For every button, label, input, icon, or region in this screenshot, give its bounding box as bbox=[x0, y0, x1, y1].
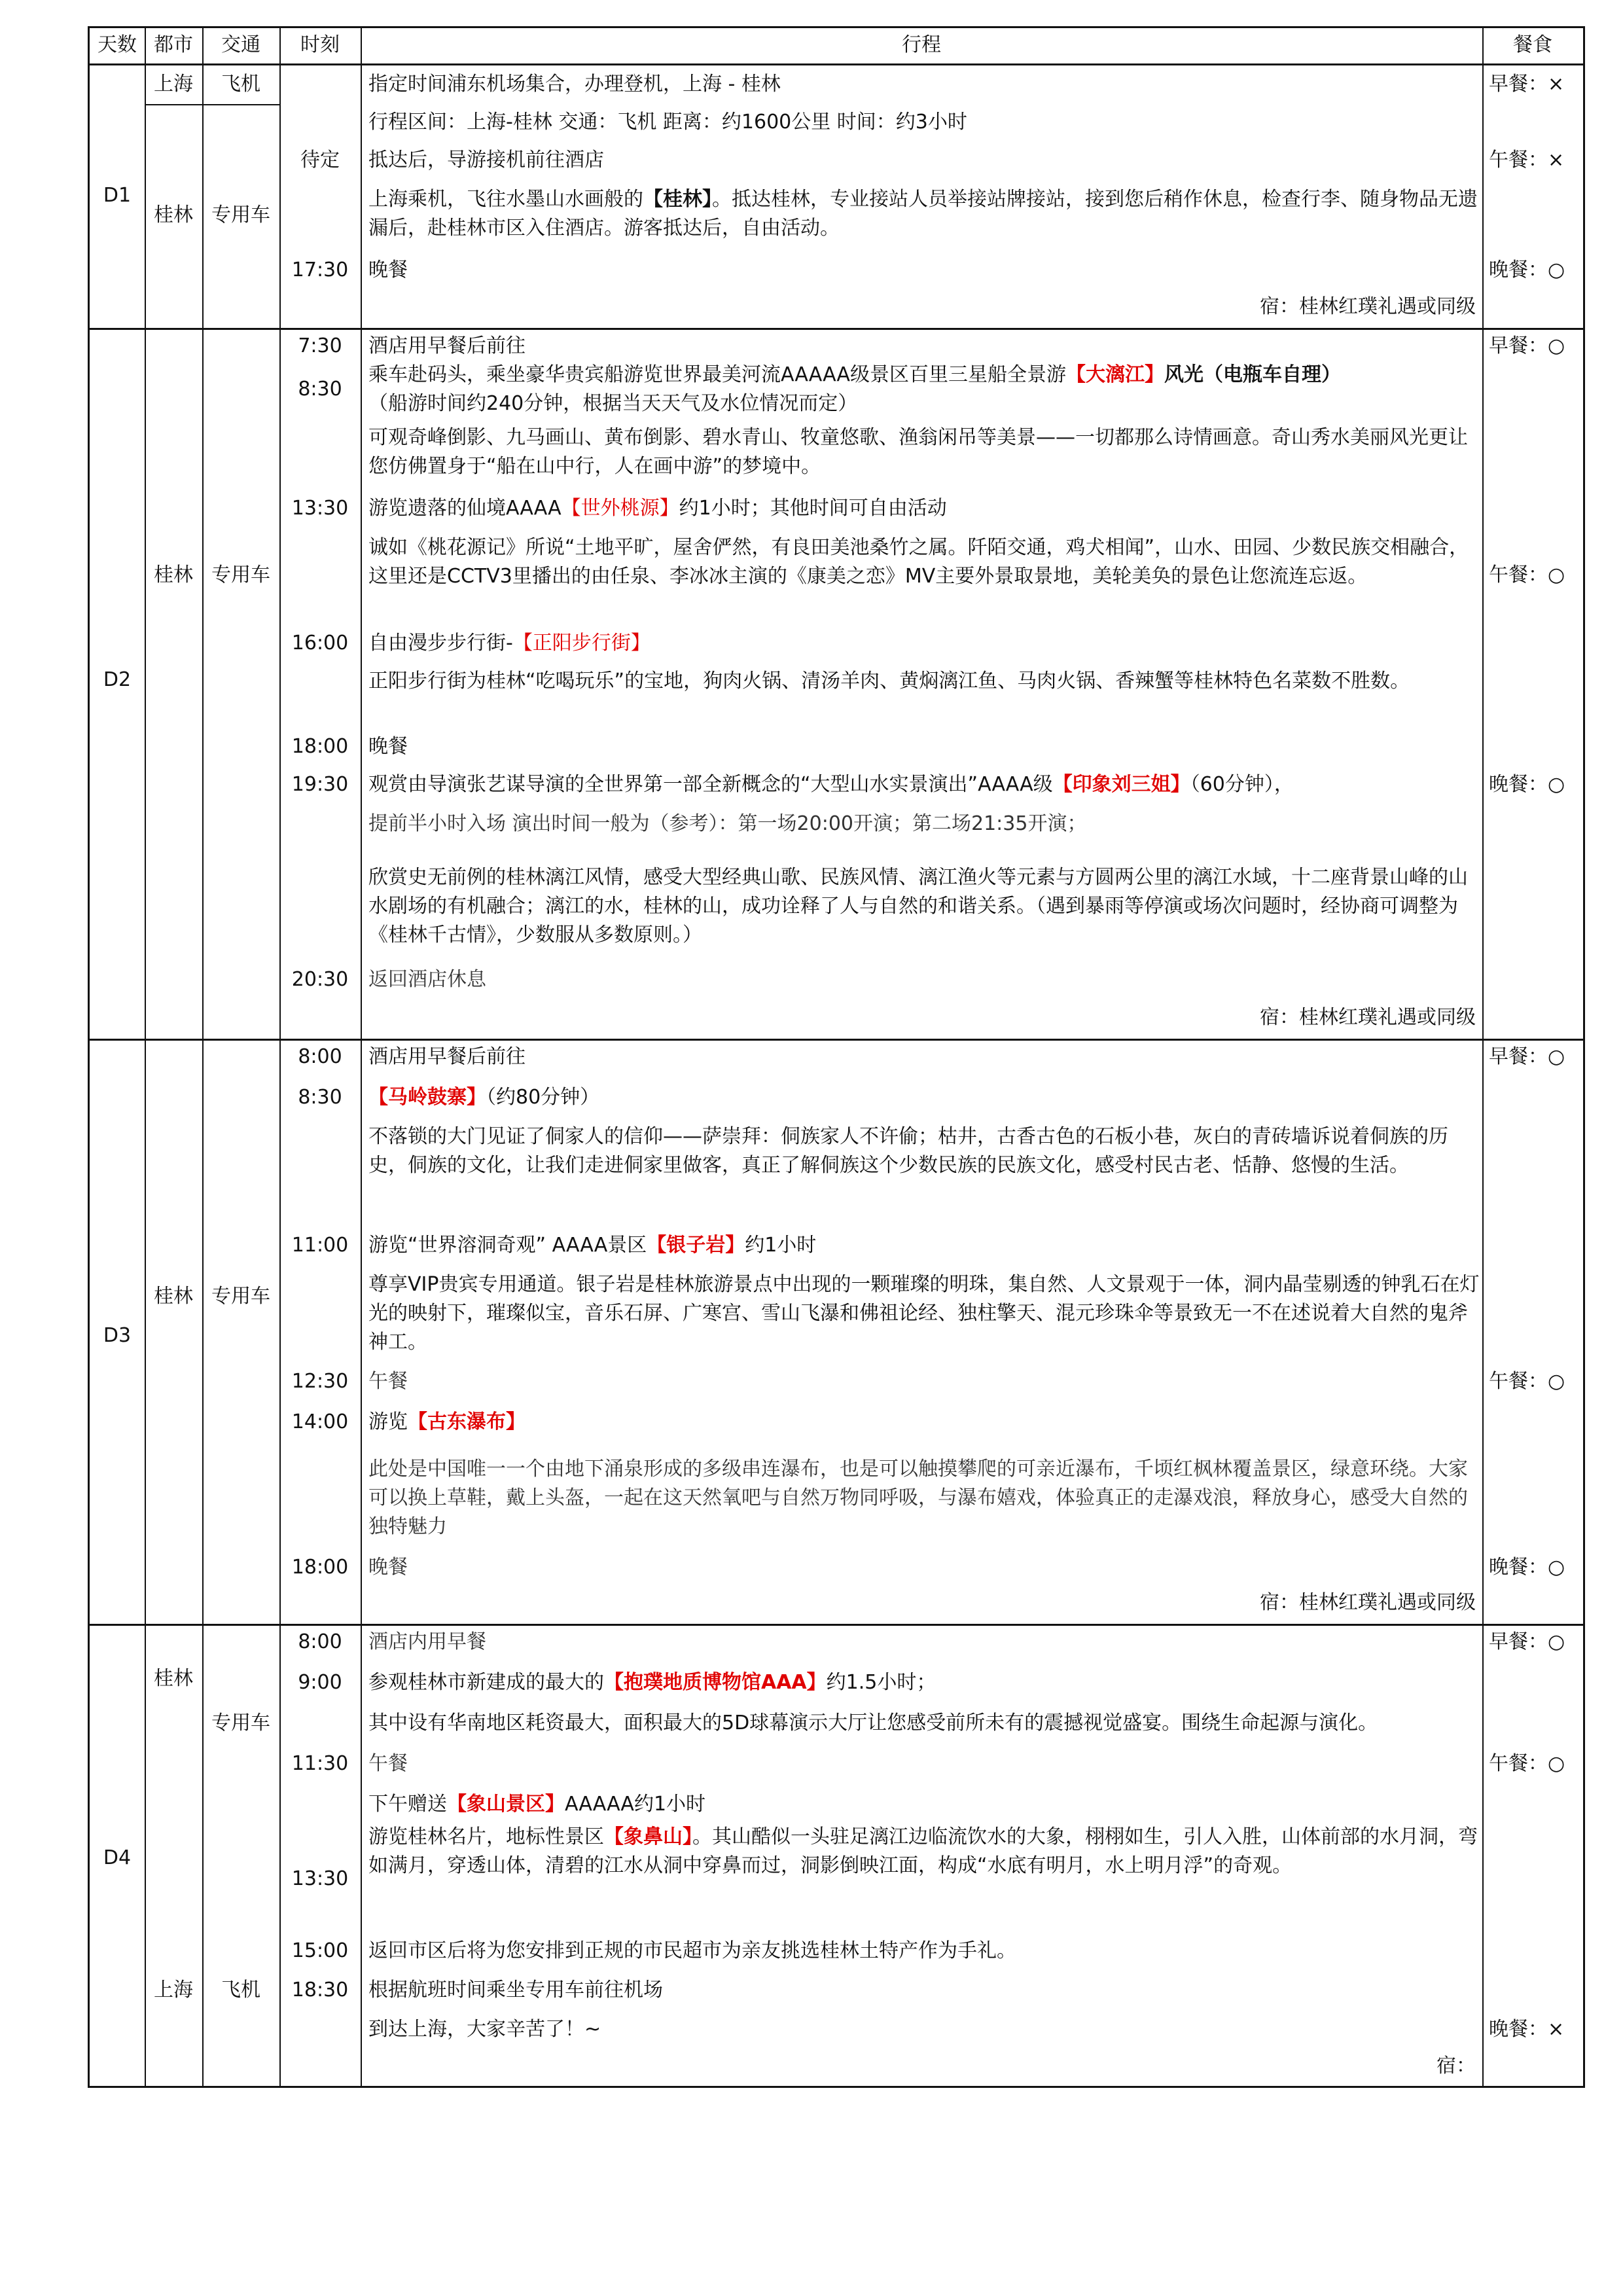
stay-line: 宿：桂林红璞礼遇或同级 bbox=[1260, 1006, 1476, 1029]
stay-line: 宿：桂林红璞礼遇或同级 bbox=[1260, 295, 1476, 318]
lunch-line: 午餐 bbox=[368, 1752, 408, 1775]
time-cell: 17:30 bbox=[291, 259, 349, 281]
meal-lunch: 午餐：○ bbox=[1489, 1370, 1565, 1393]
meal-dinner: 晚餐：○ bbox=[1489, 1556, 1565, 1579]
header-city: 都市 bbox=[154, 33, 193, 56]
col-divider bbox=[145, 28, 146, 2086]
time-cell: 15:00 bbox=[291, 1939, 349, 1962]
itinerary-paragraph: 诚如《桃花源记》所说“土地平旷，屋舍俨然，有良田美池桑竹之属。阡陌交通，鸡犬相闻”，山水、田园、少数民族交相融合，这里还是CCTV3里播出的由任泉、李冰冰主演的《康美之恋》MV主要外景取景地，美轮美奂的景色让您流连忘返。 bbox=[368, 536, 1469, 588]
time-cell: 待定 bbox=[300, 149, 340, 171]
day-label: D4 bbox=[103, 1846, 132, 1869]
time-cell: 20:30 bbox=[291, 968, 349, 991]
stay-line: 宿： bbox=[1436, 2054, 1476, 2077]
time-cell: 18:30 bbox=[291, 1979, 349, 2001]
transport-cell: 飞机 bbox=[221, 1979, 260, 2001]
city-cell: 桂林 bbox=[154, 1667, 193, 1690]
time-cell: 18:00 bbox=[291, 735, 349, 758]
time-cell: 11:30 bbox=[291, 1752, 349, 1775]
time-cell: 13:30 bbox=[291, 497, 349, 520]
itinerary-line: 其中设有华南地区耗资最大，面积最大的5D球幕演示大厅让您感受前所未有的震撼视觉盛宴。围绕生命起源与演化。 bbox=[368, 1712, 1378, 1734]
itinerary-paragraph: 正阳步行街为桂林“吃喝玩乐”的宝地，狗肉火锅、清汤羊肉、黄焖漓江鱼、马肉火锅、香辣蟹等桂林特色名菜数不胜数。 bbox=[368, 670, 1410, 692]
time-cell: 14:00 bbox=[291, 1410, 349, 1433]
header-itinerary: 行程 bbox=[902, 33, 941, 56]
itinerary-line: 游览“世界溶洞奇观” AAAA景区【银子岩】约1小时 bbox=[368, 1234, 817, 1257]
transport-cell: 飞机 bbox=[221, 73, 260, 96]
itinerary-table bbox=[88, 26, 1585, 2088]
cell-divider bbox=[145, 104, 279, 105]
time-cell: 13:30 bbox=[291, 1867, 349, 1890]
itinerary-line: 酒店内用早餐 bbox=[368, 1630, 486, 1653]
itinerary-line: 自由漫步步行街-【正阳步行街】 bbox=[368, 632, 651, 655]
itinerary-line: （船游时间约240分钟，根据当天天气及水位情况而定） bbox=[368, 392, 858, 415]
meal-breakfast: 早餐：○ bbox=[1489, 1045, 1565, 1068]
itinerary-line: 提前半小时入场 演出时间一般为（参考）：第一场20:00开演；第二场21:35开演； bbox=[368, 812, 1087, 835]
itinerary-line: 观赏由导演张艺谋导演的全世界第一部全新概念的“大型山水实景演出”AAAA级【印象刘三姐】（60分钟）， bbox=[368, 773, 1294, 796]
header-meals: 餐食 bbox=[1513, 33, 1552, 56]
itinerary-line: 游览【古东瀑布】 bbox=[368, 1410, 526, 1433]
time-cell: 19:30 bbox=[291, 773, 349, 796]
itinerary-line: 下午赠送【象山景区】AAAAA约1小时 bbox=[368, 1793, 706, 1816]
time-cell: 11:00 bbox=[291, 1234, 349, 1257]
itinerary-line: 酒店用早餐后前往 bbox=[368, 334, 526, 357]
itinerary-line: 行程区间：上海-桂林 交通：飞机 距离：约1600公里 时间：约3小时 bbox=[368, 111, 967, 134]
itinerary-line: 抵达后，导游接机前往酒店 bbox=[368, 149, 604, 171]
itinerary-paragraph: 上海乘机，飞往水墨山水画般的【桂林】。抵达桂林，专业接站人员举接站牌接站，接到您后稍作休息，检查行李、随身物品无遗漏后，赴桂林市区入住酒店。游客抵达后，自由活动。 bbox=[368, 188, 1478, 240]
time-cell: 16:00 bbox=[291, 632, 349, 655]
itinerary-line: 指定时间浦东机场集合，办理登机，上海 - 桂林 bbox=[368, 73, 781, 96]
col-divider bbox=[202, 28, 204, 2086]
meal-lunch: 午餐：○ bbox=[1489, 564, 1565, 586]
meal-lunch: 午餐：× bbox=[1489, 149, 1565, 171]
itinerary-paragraph: 可观奇峰倒影、九马画山、黄布倒影、碧水青山、牧童悠歌、渔翁闲吊等美景——一切都那么诗情画意。奇山秀水美丽风光更让您仿佛置身于“船在山中行，人在画中游”的梦境中。 bbox=[368, 426, 1468, 478]
itinerary-paragraph: 游览桂林名片，地标性景区【象鼻山】。其山酷似一头驻足漓江边临流饮水的大象，栩栩如生，引人入胜，山体前部的水月洞，弯如满月，穿透山体，清碧的江水从洞中穿鼻而过，洞影倒映江面，构成“水底有明月，水上明月浮”的奇观。 bbox=[368, 1825, 1478, 1877]
day-label: D2 bbox=[103, 668, 132, 691]
col-divider bbox=[1482, 28, 1484, 2086]
transport-cell: 专用车 bbox=[211, 1285, 270, 1308]
itinerary-line: 游览遗落的仙境AAAA【世外桃源】约1小时；其他时间可自由活动 bbox=[368, 497, 947, 520]
city-cell: 桂林 bbox=[154, 204, 193, 226]
time-cell: 18:00 bbox=[291, 1556, 349, 1579]
time-cell: 8:00 bbox=[298, 1630, 342, 1653]
time-cell: 8:00 bbox=[298, 1045, 342, 1068]
time-cell: 12:30 bbox=[291, 1370, 349, 1393]
itinerary-line: 乘车赴码头，乘坐豪华贵宾船游览世界最美河流AAAAA级景区百里三星船全景游【大漓江】风光（电瓶车自理） bbox=[368, 363, 1341, 386]
meal-dinner: 晚餐：○ bbox=[1489, 773, 1565, 796]
transport-cell: 专用车 bbox=[211, 1712, 270, 1734]
itinerary-line: 根据航班时间乘坐专用车前往机场 bbox=[368, 1979, 663, 2001]
header-days: 天数 bbox=[98, 33, 137, 56]
meal-breakfast: 早餐：○ bbox=[1489, 334, 1565, 357]
time-cell: 7:30 bbox=[298, 334, 342, 357]
meal-breakfast: 早餐：○ bbox=[1489, 1630, 1565, 1653]
header-time: 时刻 bbox=[300, 33, 340, 56]
transport-cell: 专用车 bbox=[211, 564, 270, 586]
city-cell: 上海 bbox=[154, 73, 193, 96]
city-cell: 上海 bbox=[154, 1979, 193, 2001]
stay-line: 宿：桂林红璞礼遇或同级 bbox=[1260, 1591, 1476, 1614]
day-label: D1 bbox=[103, 184, 132, 207]
itinerary-paragraph: 欣赏史无前例的桂林漓江风情，感受大型经典山歌、民族风情、漓江渔火等元素与方圆两公里的漓江水域，十二座背景山峰的山水剧场的有机融合；漓江的水，桂林的山，成功诠释了人与自然的和谐关系。（遇到暴雨等停演或场次问题时，经协商可调整为《桂林千古情》，少数服从多数原则。） bbox=[368, 866, 1468, 946]
day-divider bbox=[90, 1624, 1583, 1626]
meal-dinner: 晚餐：× bbox=[1489, 2018, 1565, 2041]
dinner-line: 晚餐 bbox=[368, 1556, 408, 1579]
itinerary-paragraph: 不落锁的大门见证了侗家人的信仰——萨崇拜：侗族家人不许偷；枯井，古香古色的石板小巷，灰白的青砖墙诉说着侗族的历史，侗族的文化，让我们走进侗家里做客，真正了解侗族这个少数民族的民族文化，感受村民古老、恬静、悠慢的生活。 bbox=[368, 1125, 1448, 1177]
city-cell: 桂林 bbox=[154, 1285, 193, 1308]
city-cell: 桂林 bbox=[154, 564, 193, 586]
itinerary-line: 返回市区后将为您安排到正规的市民超市为亲友挑选桂林土特产作为手礼。 bbox=[368, 1939, 1016, 1962]
itinerary-line: 返回酒店休息 bbox=[368, 968, 486, 991]
dinner-line: 晚餐 bbox=[368, 735, 408, 758]
header-transport: 交通 bbox=[221, 33, 260, 56]
itinerary-line: 酒店用早餐后前往 bbox=[368, 1045, 526, 1068]
meal-lunch: 午餐：○ bbox=[1489, 1752, 1565, 1775]
lunch-line: 午餐 bbox=[368, 1370, 408, 1393]
time-cell: 8:30 bbox=[298, 1086, 342, 1109]
day-divider bbox=[90, 328, 1583, 330]
itinerary-line: 到达上海，大家辛苦了！~ bbox=[368, 2018, 601, 2041]
dinner-line: 晚餐 bbox=[368, 259, 408, 281]
col-divider bbox=[361, 28, 362, 2086]
day-divider bbox=[90, 1039, 1583, 1041]
itinerary-paragraph: 此处是中国唯一一个由地下涌泉形成的多级串连瀑布，也是可以触摸攀爬的可亲近瀑布，千顷红枫林覆盖景区，绿意环绕。大家可以换上草鞋，戴上头盔，一起在这天然氧吧与自然万物同呼吸，与瀑布嬉戏，体验真正的走瀑戏浪，释放身心，感受大自然的独特魅力 bbox=[368, 1458, 1468, 1538]
day-label: D3 bbox=[103, 1324, 132, 1347]
time-cell: 9:00 bbox=[298, 1671, 342, 1694]
itinerary-line: 参观桂林市新建成的最大的【抱璞地质博物馆AAA】约1.5小时； bbox=[368, 1671, 936, 1694]
meal-breakfast: 早餐：× bbox=[1489, 73, 1565, 96]
itinerary-paragraph: 尊享VIP贵宾专用通道。银子岩是桂林旅游景点中出现的一颗璀璨的明珠，集自然、人文景观于一体，洞内晶莹剔透的钟乳石在灯光的映射下，璀璨似宝，音乐石屏、广寒宫、雪山飞瀑和佛祖论经、独柱擎天、混元珍珠伞等景致无一不在述说着大自然的鬼斧神工。 bbox=[368, 1273, 1480, 1354]
row-divider bbox=[90, 63, 1583, 65]
itinerary-line: 【马岭鼓寨】（约80分钟） bbox=[368, 1086, 600, 1109]
transport-cell: 专用车 bbox=[211, 204, 270, 226]
meal-dinner: 晚餐：○ bbox=[1489, 259, 1565, 281]
time-cell: 8:30 bbox=[298, 378, 342, 401]
